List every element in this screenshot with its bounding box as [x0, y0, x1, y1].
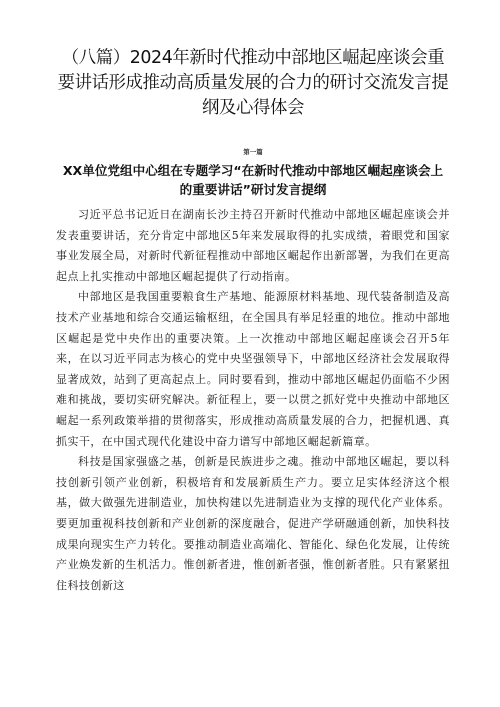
document-title: （八篇）2024年新时代推动中部地区崛起座谈会重要讲话形成推动高质量发展的合力的研讨交流发言提纲及心得体会 — [57, 48, 449, 118]
document-body — [56, 205, 450, 596]
body-paragraph: 习近平总书记近日在湖南长沙主持召开新时代推动中部地区崛起座谈会并发表重要讲话，充分肯定中部地区5年来发展取得的扎实成绩，着眼党和国家事业发展全局，对新时代新征程推动中部地区崛起作出新部署，为我们在更高起点上扎实推动中部地区崛起提供了行动指南。 — [56, 208, 450, 283]
body-paragraph: 科技是国家强盛之基，创新是民族进步之魂。推动中部地区崛起，要以科技创新引领产业创新，积极培育和发展新质生产力。要立足实体经济这个根基，做大做强先进制造业，加快构建以先进制造业为支撑的现代化产业体系。要更加重视科技创新和产业创新的深度融合，促进产学研融通创新，加快科技成果向现实生产力转化。要推动制造业高端化、智能化、绿色化发展，让传统产业焕发新的生机活力。惟创新者进，惟创新者强，惟创新者胜。只有紧紧扭住科技创新这 — [56, 455, 450, 592]
section-title: XX单位党组中心组在专题学习“在新时代推动中部地区崛起座谈会上的重要讲话”研讨发言提纲 — [62, 163, 444, 197]
section-marker: 第一篇 — [243, 148, 263, 156]
body-paragraph: 中部地区是我国重要粮食生产基地、能源原材料基地、现代装备制造及高技术产业基地和综合交通运输枢纽，在全国具有举足轻重的地位。推动中部地区崛起是党中央作出的重要决策。上一次推动中部地区崛起座谈会召开5年来，在以习近平同志为核心的党中央坚强领导下，中部地区经济社会发展取得显著成效，站到了更高起点上。同时要看到，推动中部地区崛起仍面临不少困难和挑战，要切实研究解决。新征程上，要一以贯之抓好党中央推动中部地区崛起一系列政策举措的贯彻落实，形成推动高质量发展的合力，把握机遇、真抓实干，在中国式现代化建设中奋力谱写中部地区崛起新篇章。 — [56, 290, 450, 448]
